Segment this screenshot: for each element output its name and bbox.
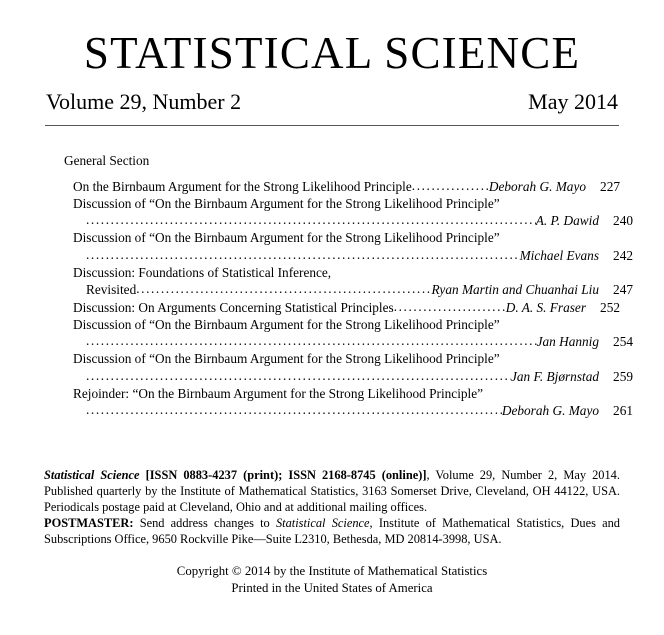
page-footer [44, 563, 620, 597]
postmaster-label: POSTMASTER: [44, 516, 134, 531]
dot-leader [394, 298, 506, 315]
toc-entry-page: 240 [613, 213, 633, 229]
colophon-publication-paragraph [44, 468, 620, 515]
toc-entry-page: 259 [613, 368, 633, 384]
colophon-publication-info: , Volume 29, Number 2, May 2014. Published quarterly by the Institute of Mathematical Statistics, 3163 Somerset Drive, Cleveland, OH 44122, USA. Periodicals postage paid at Cleveland, Ohio and at additional mailing offices. [44, 468, 620, 514]
issue-line [44, 89, 620, 115]
toc-entry[interactable] [73, 316, 633, 351]
toc-entry-title: Discussion of “On the Birnbaum Argument for the Strong Likelihood Principle” [73, 351, 500, 367]
volume-issue-label: Volume 29, Number 2 [46, 89, 242, 115]
toc-entry-author: A. P. Dawid [535, 213, 599, 229]
toc-entry-page: 252 [600, 299, 620, 315]
toc-entry-title: Discussion of “On the Birnbaum Argument for the Strong Likelihood Principle” [73, 195, 500, 211]
dot-leader [86, 367, 511, 384]
toc-entry[interactable] [73, 385, 633, 420]
toc-entry-page: 247 [613, 282, 633, 298]
printed-in-line: Printed in the United States of America [231, 580, 433, 595]
masthead-divider [45, 125, 619, 126]
toc-entry-author: Jan Hannig [536, 334, 599, 350]
toc-entry[interactable] [73, 350, 633, 385]
toc-entry-page: 242 [613, 247, 633, 263]
toc-entry-title: Discussion: Foundations of Statistical Inference, [73, 264, 332, 280]
toc-entry[interactable] [73, 178, 620, 195]
postmaster-address: , Institute of Mathematical Statistics, Dues and Subscriptions Office, 9650 Rockville Pike—Suite L2310, Bethesda, MD 20814-3998, USA. [44, 516, 621, 546]
dot-leader [136, 280, 431, 297]
toc-entry-author: D. A. S. Fraser [505, 299, 586, 315]
dot-leader [412, 177, 489, 194]
toc-entry-title: Rejoinder: “On the Birnbaum Argument for the Strong Likelihood Principle” [73, 385, 484, 401]
toc-entry-page: 254 [613, 334, 633, 350]
colophon-postmaster-paragraph [44, 516, 620, 548]
toc-entry-title: Discussion of “On the Birnbaum Argument for the Strong Likelihood Principle” [73, 316, 500, 332]
toc-entry-author: Jan F. Bjørnstad [510, 368, 599, 384]
table-of-contents [44, 152, 633, 419]
toc-entry-title-continued: Revisited [86, 282, 137, 298]
toc-entry-page: 261 [613, 403, 633, 419]
toc-entry[interactable] [73, 299, 620, 316]
toc-entry-author: Deborah G. Mayo [488, 178, 586, 194]
dot-leader [86, 332, 537, 349]
colophon-issn: [ISSN 0883-4237 (print); ISSN 2168-8745 (online)] [145, 468, 427, 482]
journal-title: STATISTICAL SCIENCE [83, 28, 581, 78]
toc-entry-author: Deborah G. Mayo [501, 403, 599, 419]
toc-entry[interactable] [73, 264, 633, 299]
toc-section-heading: General Section [64, 153, 150, 169]
colophon-journal-name: Statistical Science [44, 468, 140, 482]
dot-leader [86, 401, 502, 418]
toc-entry-page: 227 [600, 178, 620, 194]
toc-entry-author: Michael Evans [519, 247, 599, 263]
postmaster-journal-name: Statistical Science [275, 516, 370, 531]
toc-entry-author: Ryan Martin and Chuanhai Liu [431, 282, 599, 298]
toc-entry[interactable] [73, 195, 633, 230]
toc-entry-list [44, 178, 633, 420]
postmaster-text-before: Send address changes to [133, 516, 276, 531]
toc-entry-title: Discussion: On Arguments Concerning Statistical Principles [73, 299, 394, 315]
copyright-line: Copyright © 2014 by the Institute of Mathematical Statistics [176, 564, 488, 578]
toc-entry-title: On the Birnbaum Argument for the Strong Likelihood Principle [73, 178, 412, 194]
colophon [44, 468, 620, 548]
toc-entry[interactable] [73, 229, 633, 264]
toc-entry-title: Discussion of “On the Birnbaum Argument for the Strong Likelihood Principle” [73, 230, 500, 246]
issue-date-label: May 2014 [528, 89, 618, 115]
dot-leader [86, 246, 520, 263]
dot-leader [86, 211, 536, 228]
masthead [44, 0, 620, 126]
